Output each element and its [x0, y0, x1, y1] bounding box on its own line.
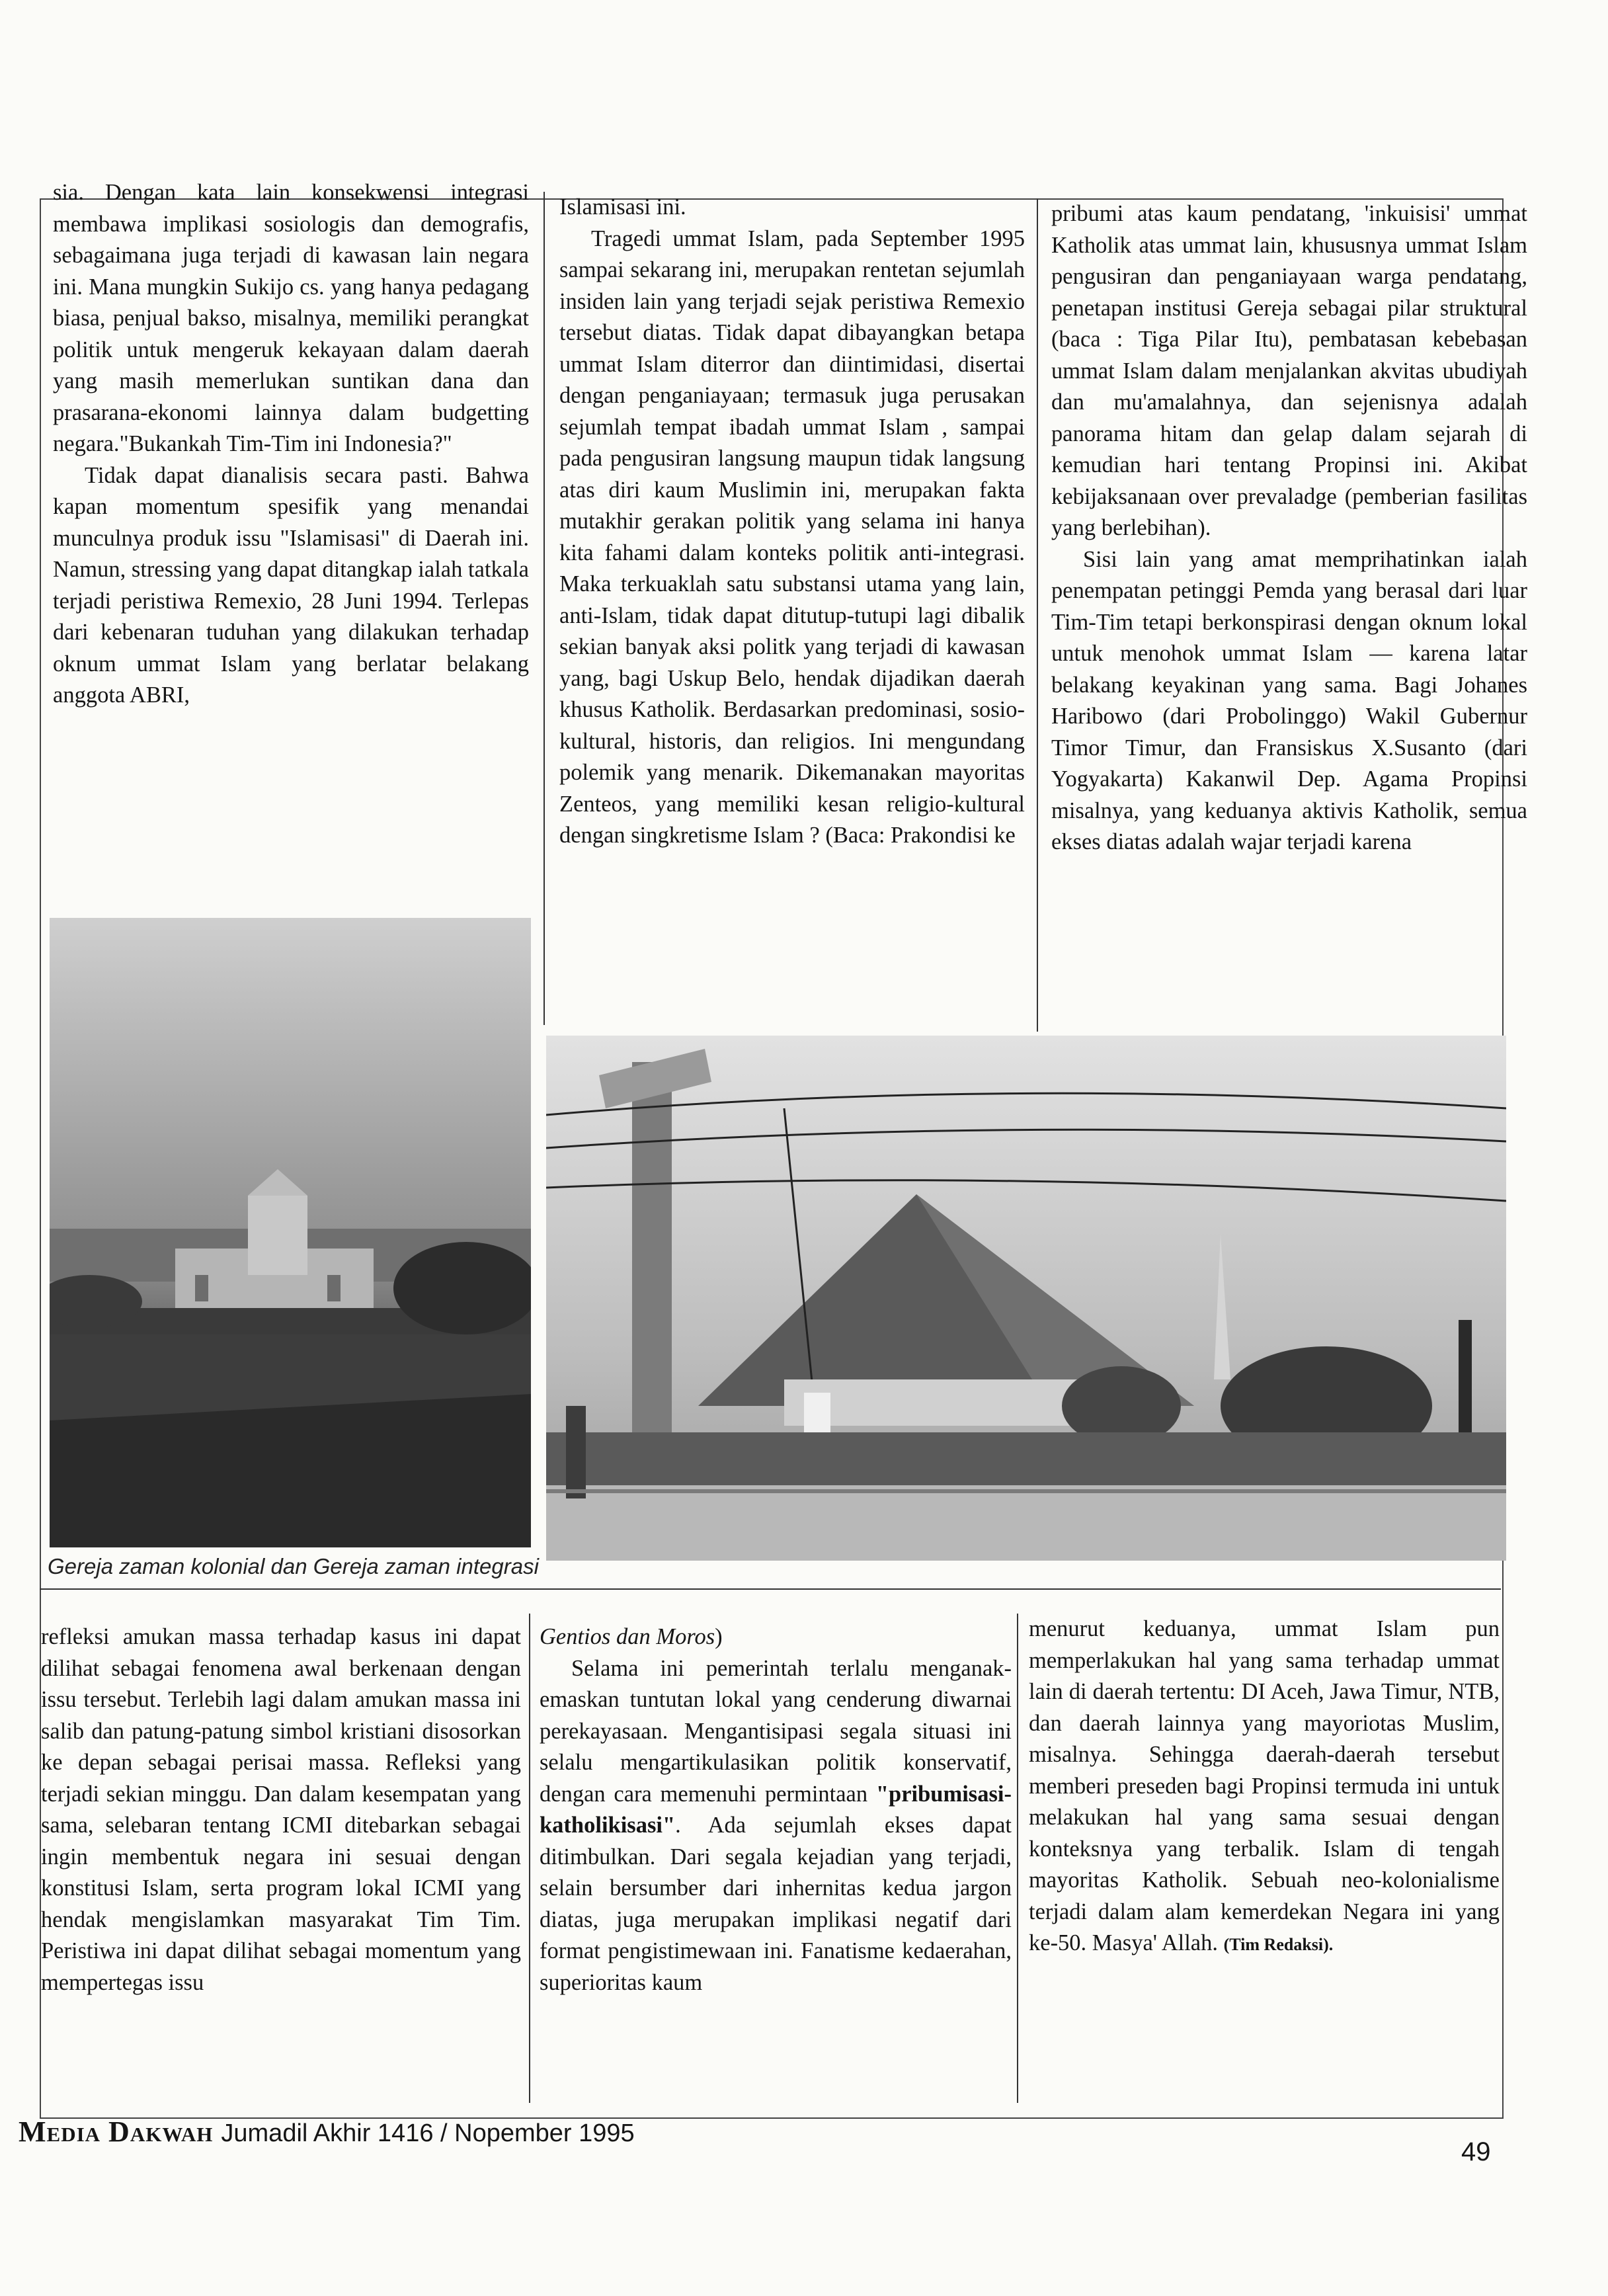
page-number: 49 — [1461, 2137, 1491, 2166]
caption-rule — [40, 1588, 1501, 1590]
photo-colonial-church — [50, 918, 531, 1547]
photo-integration-church — [546, 1036, 1506, 1561]
top-column-1 — [53, 177, 529, 910]
magazine-name: Media Dakwah — [19, 2115, 214, 2148]
column-rule-top-2 — [1037, 198, 1038, 1032]
bottom-col3-para-1 — [1029, 1614, 1500, 1961]
bottom-col2-para-1 — [540, 1621, 1012, 1653]
bottom-column-3 — [1029, 1614, 1500, 2116]
bottom-col2-lead-rest: ) — [715, 1624, 723, 1649]
photo-integration-church-image — [546, 1036, 1506, 1561]
author-credit: (Tim Redaksi). — [1223, 1935, 1334, 1954]
column-rule-top-1 — [543, 192, 545, 1025]
bottom-col3-text: menurut keduanya, ummat Islam pun memperlakukan hal yang sama terhadap ummat lain di daerah tertentu: DI Aceh, Jawa Timur, NTB, dan daerah lainnya yang mayoriotas Muslim, misalnya. Sehingga daerah-daerah tersebut memberi preseden bagi Propinsi termuda ini untuk melakukan hal yang sama sesuai dengan konteksnya yang terbalik. Islam di tengah mayoritas Katholik. Sebuah neo-kolonialisme terjadi dalam alam kemerdekan Negara ini yang ke-50. Masya' Allah. — [1029, 1616, 1500, 1955]
top-col1-para-1: sia. Dengan kata lain konsekwensi integrasi membawa implikasi sosiologis dan demografis, sebagaimana juga terjadi di kawasan lain negara ini. Mana mungkin Sukijo cs. yang hanya pedagang biasa, penjual bakso, misalnya, memiliki perangkat politik untuk mengeruk kekayaan dalam daerah yang masih memerlukan suntikan dana dan prasarana-ekonomi lainnya dalam budgetting negara."Bukankah Tim-Tim ini Indonesia?" — [53, 180, 529, 456]
bottom-column-1 — [41, 1621, 521, 2111]
bottom-col2-text-after: . Ada sejumlah ekses dapat ditimbulkan. Dari segala kejadian yang terjadi, selain bersumber dari inhernitas kedua jargon diatas, juga merupakan implikasi negatif dari format pengistimewaan ini. Fanatisme kedaerahan, superioritas kaum — [540, 1813, 1012, 1995]
bottom-column-2 — [540, 1621, 1012, 2111]
column-rule-bottom-1 — [529, 1614, 530, 2103]
top-col2-para-2: Tragedi ummat Islam, pada September 1995 sampai sekarang ini, merupakan rentetan sejumlah insiden lain yang terjadi sejak peristiwa Remexio tersebut diatas. Tidak dapat dibayangkan betapa ummat Islam diterror dan diintimidasi, disertai dengan penganiayaan; termasuk juga perusakan sejumlah tempat ibadah ummat Islam , sampai pada pengusiran langsung maupun tidak langsung atas diri kaum Muslimin ini, merupakan fakta mutakhir gerakan politik yang selama ini hanya kita fahami dalam konteks politik anti-integrasi. Maka terkuaklah satu substansi utama yang lain, anti-Islam, tidak dapat ditutup-tutupi lagi dibalik sekian banyak aksi politk yang terjadi di kawasan yang, bagi Uskup Belo, hendak dijadikan daerah khusus Katholik. Berdasarkan predominasi, sosio-kultural, historis, dan religios. Ini mengundang polemik yang menarik. Dikemanakan mayoritas Zenteos, yang memiliki kesan religio-kultural dengan singkretisme Islam ? (Baca: Prakondisi ke — [559, 226, 1025, 848]
top-col2-para-1: Islamisasi ini. — [559, 194, 686, 220]
bottom-col2-emphasis: "pribumisasi-katholikisasi" — [540, 1781, 1012, 1838]
top-col3-para-2: Sisi lain yang amat memprihatinkan ialah penempatan petinggi Pemda yang berasal dari luar Tim-Tim tetapi berkonspirasi dengan oknum lokal untuk menohok ummat Islam — karena latar belakang keyakinan yang sama. Bagi Johanes Haribowo (dari Probolinggo) Wakil Gubernur Timor Timur, dan Fransiskus X.Susanto (dari Yogyakarta) Kakanwil Dep. Agama Propinsi misalnya, yang keduanya aktivis Katholik, semua ekses diatas adalah wajar terjadi karena — [1051, 546, 1527, 854]
photo-caption: Gereja zaman kolonial dan Gereja zaman integrasi — [48, 1554, 539, 1578]
top-col1-para-2: Tidak dapat dianalisis secara pasti. Bahwa kapan momentum spesifik yang menandai munculnya produk issu "Islamisasi" di Daerah ini. Namun, stressing yang dapat ditangkap ialah tatkala terjadi peristiwa Remexio, 28 Juni 1994. Terlepas dari kebenaran tuduhan yang dilakukan terhadap oknum ummat Islam yang berlatar belakang anggota ABRI, — [53, 462, 529, 708]
bottom-col2-para-2 — [540, 1653, 1012, 1999]
top-column-3 — [1051, 198, 1527, 1032]
column-rule-bottom-2 — [1017, 1614, 1018, 2103]
bottom-col2-lead-italic: Gentios dan Moros — [540, 1624, 715, 1649]
bottom-col1-para-1: refleksi amukan massa terhadap kasus ini dapat dilihat sebagai fenomena awal berkenaan dengan issu tersebut. Terlebih lagi dalam amukan massa ini salib dan patung-patung simbol kristiani disosorkan ke depan sebagai perisai massa. Refleksi yang terjadi sekian minggu. Dan dalam kesempatan yang sama, selebaran tentang ICMI ditebarkan sebagai ingin membentuk negara ini sesuai dengan konstitusi Islam, serta program lokal ICMI yang hendak mengislamkan masyarakat Tim Tim. Peristiwa ini dapat dilihat sebagai momentum yang mempertegas issu — [41, 1624, 521, 1995]
top-col3-para-1: pribumi atas kaum pendatang, 'inkuisisi' ummat Katholik atas ummat lain, khususnya ummat Islam pengusiran dan penganiayaan warga pendatang, penetapan institusi Gereja sebagai pilar struktural (baca : Tiga Pilar Itu), pembatasan kebebasan ummat Islam dalam menjalankan akvitas ubudiyah dan mu'amalahnya, dan sejenisnya adalah panorama hitam dan gelap dalam sejarah di kemudian hari tentang Propinsi ini. Akibat kebijaksanaan over prevaladge (pemberian fasilitas yang berlebihan). — [1051, 201, 1527, 540]
issue-date: Jumadil Akhir 1416 / Nopember 1995 — [221, 2119, 635, 2147]
top-column-2 — [559, 192, 1025, 1025]
photo-colonial-church-image — [50, 918, 531, 1547]
bottom-col2-text-before: Selama ini pemerintah terlalu menganak-emaskan tuntutan lokal yang cenderung diwarnai perekayasaan. Mengantisipasi segala situasi ini selalu mengartikulasikan politik konservatif, dengan cara memenuhi permintaan — [540, 1655, 1012, 1807]
footer-publication — [19, 2115, 635, 2149]
